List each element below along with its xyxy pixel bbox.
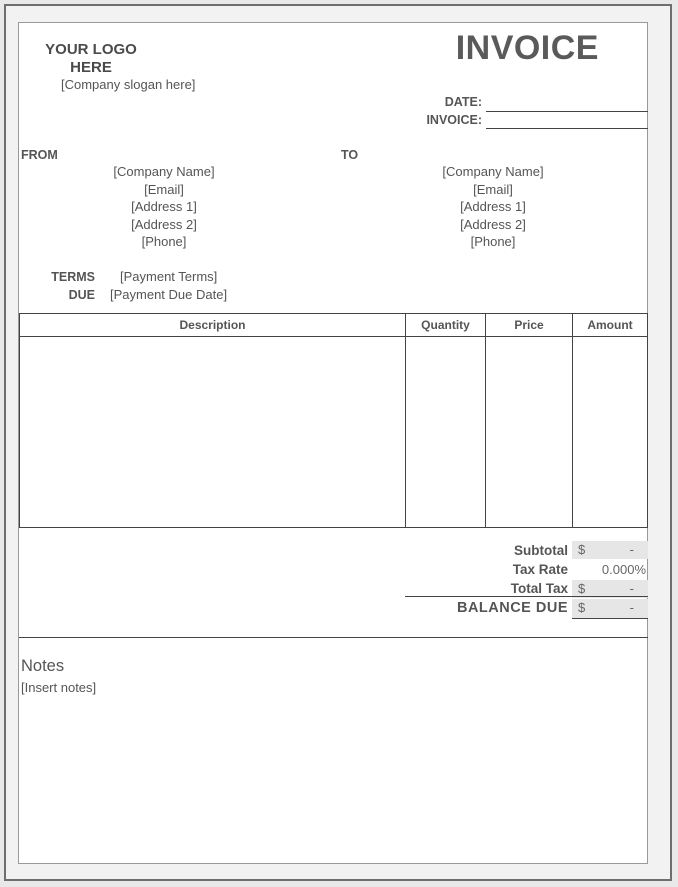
- table-row: [20, 337, 648, 528]
- to-address-1: [Address 1]: [460, 199, 526, 214]
- from-address-1: [Address 1]: [131, 199, 197, 214]
- invoice-title: INVOICE: [455, 29, 599, 67]
- to-phone: [Phone]: [470, 234, 516, 249]
- col-description: Description: [20, 314, 406, 337]
- tax-rate-label: Tax Rate: [512, 562, 568, 577]
- from-email: [Email]: [144, 181, 184, 197]
- to-address-2: [Address 2]: [460, 216, 526, 232]
- description-cell[interactable]: [20, 337, 406, 528]
- balance-due-label: BALANCE DUE: [456, 600, 568, 616]
- totals-divider: [405, 596, 648, 597]
- from-label: FROM: [21, 148, 58, 162]
- subtotal-amount: -: [629, 542, 634, 557]
- to-label: TO: [341, 148, 359, 162]
- price-cell[interactable]: [486, 337, 573, 528]
- balance-due-value: [572, 599, 648, 619]
- date-field[interactable]: [486, 97, 648, 112]
- balance-currency: $: [578, 600, 586, 615]
- subtotal-currency: $: [578, 542, 586, 557]
- notes-divider: [19, 637, 648, 638]
- tax-rate-value[interactable]: [572, 561, 648, 579]
- from-address-2: [Address 2]: [131, 216, 197, 232]
- tax-rate-amount: 0.000%: [601, 562, 646, 577]
- date-label: DATE:: [444, 95, 482, 109]
- total-tax-amount: -: [629, 581, 634, 596]
- notes-title: Notes: [21, 657, 65, 675]
- col-price: Price: [486, 314, 573, 337]
- to-address-block: [393, 163, 593, 251]
- notes-text[interactable]: [Insert notes]: [21, 680, 97, 695]
- terms-value: [Payment Terms]: [120, 269, 218, 284]
- col-quantity: Quantity: [406, 314, 486, 337]
- col-amount: Amount: [573, 314, 648, 337]
- due-value: [Payment Due Date]: [110, 287, 228, 302]
- terms-label: TERMS: [51, 270, 95, 284]
- invoice-number-label: INVOICE:: [426, 113, 482, 127]
- to-email: [Email]: [473, 181, 513, 197]
- amount-cell[interactable]: [573, 337, 648, 528]
- invoice-number-field[interactable]: [486, 114, 648, 129]
- total-tax-currency: $: [578, 581, 586, 596]
- from-company-name: [Company Name]: [113, 164, 215, 179]
- total-tax-label: Total Tax: [510, 581, 568, 596]
- subtotal-value: [572, 541, 648, 559]
- from-phone: [Phone]: [141, 234, 187, 249]
- due-label: DUE: [68, 288, 95, 302]
- logo-placeholder: YOUR LOGO HERE: [45, 41, 137, 76]
- balance-amount: -: [629, 600, 634, 615]
- company-slogan: [Company slogan here]: [61, 77, 196, 92]
- invoice-page: [18, 22, 648, 864]
- quantity-cell[interactable]: [406, 337, 486, 528]
- from-address-block: [64, 163, 264, 251]
- to-company-name: [Company Name]: [442, 164, 544, 179]
- subtotal-label: Subtotal: [514, 543, 568, 558]
- line-items-table: [19, 313, 648, 528]
- table-header-row: [20, 314, 648, 337]
